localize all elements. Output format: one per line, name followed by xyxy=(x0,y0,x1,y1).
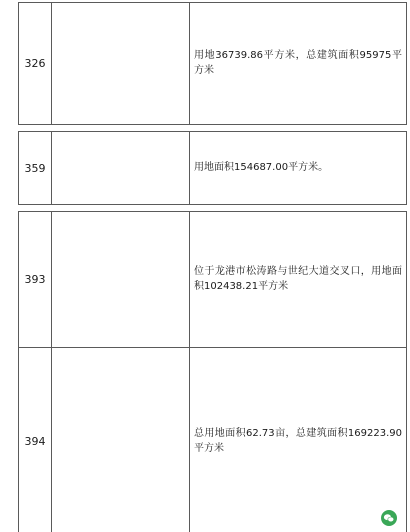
project-description: 位于龙港市松涛路与世纪大道交叉口，用地面积102438.21平方米 xyxy=(190,212,407,348)
row-number: 326 xyxy=(19,3,52,125)
project-name xyxy=(52,132,190,205)
project-description: 用地36739.86平方米，总建筑面积95975平方米 xyxy=(190,3,407,125)
project-name xyxy=(52,212,190,348)
row-number: 394 xyxy=(19,348,52,532)
project-description: 用地面积154687.00平方米。 xyxy=(190,132,407,205)
table-row xyxy=(19,348,407,532)
project-name xyxy=(52,3,190,125)
row-number: 359 xyxy=(19,132,52,205)
table-row xyxy=(19,132,407,205)
project-table xyxy=(18,2,407,532)
project-name xyxy=(52,348,190,532)
row-number: 393 xyxy=(19,212,52,348)
watermark xyxy=(378,508,406,528)
row-gap xyxy=(19,125,407,132)
table-row xyxy=(19,212,407,348)
chat-bubble-icon xyxy=(381,510,397,526)
row-gap xyxy=(19,205,407,212)
project-description: 总用地面积62.73亩，总建筑面积169223.90平方米 xyxy=(190,348,407,532)
table-row xyxy=(19,3,407,125)
